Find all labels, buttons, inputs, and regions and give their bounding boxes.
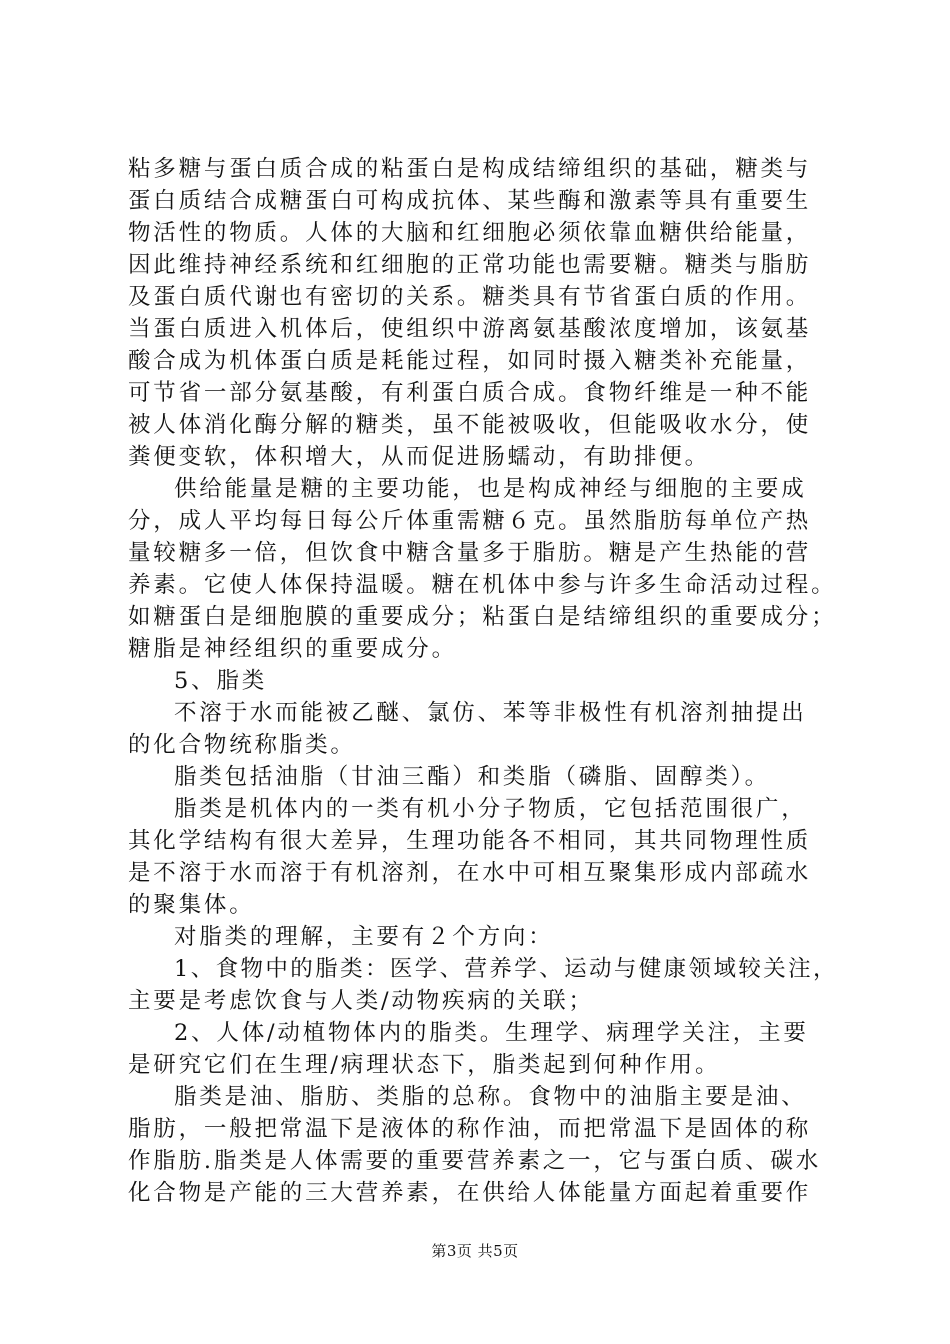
text-line: 量较糖多一倍，但饮食中糖含量多于脂肪。糖是产生热能的营 bbox=[128, 540, 812, 566]
text-line: 养素。它使人体保持温暖。糖在机体中参与许多生命活动过程。 bbox=[128, 572, 837, 598]
text-line: 被人体消化酶分解的糖类，虽不能被吸收，但能吸收水分，使 bbox=[128, 412, 812, 438]
text-line: 其化学结构有很大差异，生理功能各不相同，其共同物理性质 bbox=[128, 828, 812, 854]
text-line: 供给能量是糖的主要功能，也是构成神经与细胞的主要成 bbox=[174, 476, 807, 502]
text-line: 2、人体/动植物体内的脂类。生理学、病理学关注，主要 bbox=[174, 1020, 809, 1046]
text-line: 化合物是产能的三大营养素，在供给人体能量方面起着重要作 bbox=[128, 1180, 812, 1206]
text-line: 1、食物中的脂类：医学、营养学、运动与健康领域较关注， bbox=[174, 956, 838, 982]
text-line: 脂类是油、脂肪、类脂的总称。食物中的油脂主要是油、 bbox=[174, 1084, 807, 1110]
text-line: 的聚集体。 bbox=[128, 892, 255, 918]
page-footer: 第3页 共5页 bbox=[431, 1242, 519, 1260]
text-line: 分，成人平均每日每公斤体重需糖６克。虽然脂肪每单位产热 bbox=[128, 508, 812, 534]
text-line: 蛋白质结合成糖蛋白可构成抗体、某些酶和激素等具有重要生 bbox=[128, 188, 812, 214]
text-line: 糖脂是神经组织的重要成分。 bbox=[128, 636, 457, 662]
text-line: 的化合物统称脂类。 bbox=[128, 732, 356, 758]
text-line: 当蛋白质进入机体后，使组织中游离氨基酸浓度增加，该氨基 bbox=[128, 316, 812, 342]
text-line: 粘多糖与蛋白质合成的粘蛋白是构成结缔组织的基础，糖类与 bbox=[128, 156, 812, 182]
text-line: 粪便变软，体积增大，从而促进肠蠕动，有助排便。 bbox=[128, 444, 710, 470]
text-line: 如糖蛋白是细胞膜的重要成分；粘蛋白是结缔组织的重要成分； bbox=[128, 604, 837, 630]
document-body bbox=[128, 153, 838, 1209]
text-line: 作脂肪.脂类是人体需要的重要营养素之一，它与蛋白质、碳水 bbox=[128, 1148, 822, 1174]
text-line: 物活性的物质。人体的大脑和红细胞必须依靠血糖供给能量， bbox=[128, 220, 812, 246]
text-line: 是研究它们在生理/病理状态下，脂类起到何种作用。 bbox=[128, 1052, 721, 1078]
text-line: 是不溶于水而溶于有机溶剂，在水中可相互聚集形成内部疏水 bbox=[128, 860, 812, 886]
text-line: 因此维持神经系统和红细胞的正常功能也需要糖。糖类与脂肪 bbox=[128, 252, 812, 278]
text-line: 脂类是机体内的一类有机小分子物质，它包括范围很广， bbox=[174, 796, 807, 822]
text-line: 脂类包括油脂（甘油三酯）和类脂（磷脂、固醇类）。 bbox=[174, 764, 770, 790]
text-line: 及蛋白质代谢也有密切的关系。糖类具有节省蛋白质的作用。 bbox=[128, 284, 812, 310]
text-line: 主要是考虑饮食与人类/动物疾病的关联； bbox=[128, 988, 594, 1014]
text-line: 酸合成为机体蛋白质是耗能过程，如同时摄入糖类补充能量， bbox=[128, 348, 812, 374]
text-line: 脂肪，一般把常温下是液体的称作油，而把常温下是固体的称 bbox=[128, 1116, 812, 1142]
text-line: 5、脂类 bbox=[174, 668, 268, 694]
text-line: 对脂类的理解，主要有２个方向： bbox=[174, 924, 554, 950]
text-line: 可节省一部分氨基酸，有利蛋白质合成。食物纤维是一种不能 bbox=[128, 380, 812, 406]
text-line: 不溶于水而能被乙醚、氯仿、苯等非极性有机溶剂抽提出 bbox=[174, 700, 807, 726]
